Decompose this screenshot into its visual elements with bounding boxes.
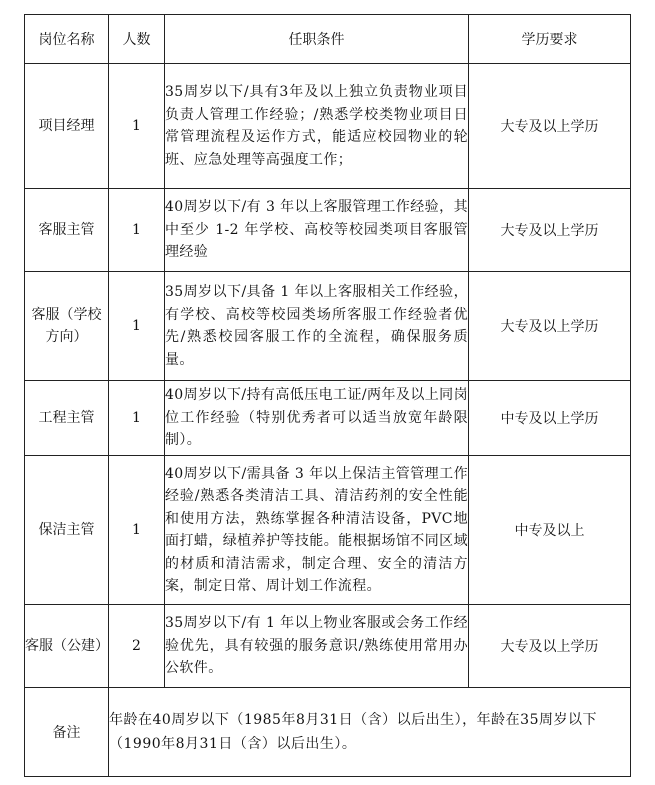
requirements: 40周岁以下/持有高低压电工证/两年及以上同岗位工作经验（特别优秀者可以适当放宽年龄限制）。 — [165, 381, 469, 456]
headcount: 1 — [109, 272, 165, 381]
table-row — [25, 456, 631, 605]
table-row — [25, 605, 631, 688]
position-name: 项目经理 — [25, 64, 109, 189]
table-row — [25, 64, 631, 189]
education: 大专及以上学历 — [469, 272, 631, 381]
education: 大专及以上学历 — [469, 189, 631, 272]
headcount: 2 — [109, 605, 165, 688]
header-count: 人数 — [109, 15, 165, 64]
education: 中专及以上学历 — [469, 381, 631, 456]
header-position: 岗位名称 — [25, 15, 109, 64]
position-name: 客服（公建） — [25, 605, 109, 688]
requirements: 35周岁以下/有 1 年以上物业客服或会务工作经验优先，具有较强的服务意识/熟练使用常用办公软件。 — [165, 605, 469, 688]
requirements: 35周岁以下/具有3年及以上独立负责物业项目负责人管理工作经验；/熟悉学校类物业项目日常管理流程及运作方式，能适应校园物业的轮班、应急处理等高强度工作； — [165, 64, 469, 189]
position-name: 工程主管 — [25, 381, 109, 456]
headcount: 1 — [109, 64, 165, 189]
education: 大专及以上学历 — [469, 64, 631, 189]
headcount: 1 — [109, 456, 165, 605]
education: 中专及以上 — [469, 456, 631, 605]
table-header-row — [25, 15, 631, 64]
requirements: 35周岁以下/具备 1 年以上客服相关工作经验，有学校、高校等校园类场所客服工作经验者优先/熟悉校园客服工作的全流程，确保服务质量。 — [165, 272, 469, 381]
header-education: 学历要求 — [469, 15, 631, 64]
header-requirements: 任职条件 — [165, 15, 469, 64]
requirements: 40周岁以下/需具备 3 年以上保洁主管管理工作经验/熟悉各类清洁工具、清洁药剂的安全性能和使用方法，熟练掌握各种清洁设备，PVC地面打蜡，绿植养护等技能。能根据场馆不同区域的材质和清洁需求，制定合理、安全的清洁方案，制定日常、周计划工作流程。 — [165, 456, 469, 605]
table-row — [25, 381, 631, 456]
job-requirements-table — [24, 14, 631, 777]
requirements: 40周岁以下/有 3 年以上客服管理工作经验，其中至少 1-2 年学校、高校等校园类项目客服管理经验 — [165, 189, 469, 272]
note-label: 备注 — [25, 688, 109, 777]
position-name: 保洁主管 — [25, 456, 109, 605]
education: 大专及以上学历 — [469, 605, 631, 688]
table-row — [25, 189, 631, 272]
position-name: 客服（学校方向） — [25, 272, 109, 381]
table-row — [25, 272, 631, 381]
position-name: 客服主管 — [25, 189, 109, 272]
note-text: 年龄在40周岁以下（1985年8月31日（含）以后出生），年龄在35周岁以下（1990年8月31日（含）以后出生）。 — [109, 688, 631, 777]
headcount: 1 — [109, 381, 165, 456]
headcount: 1 — [109, 189, 165, 272]
note-row — [25, 688, 631, 777]
